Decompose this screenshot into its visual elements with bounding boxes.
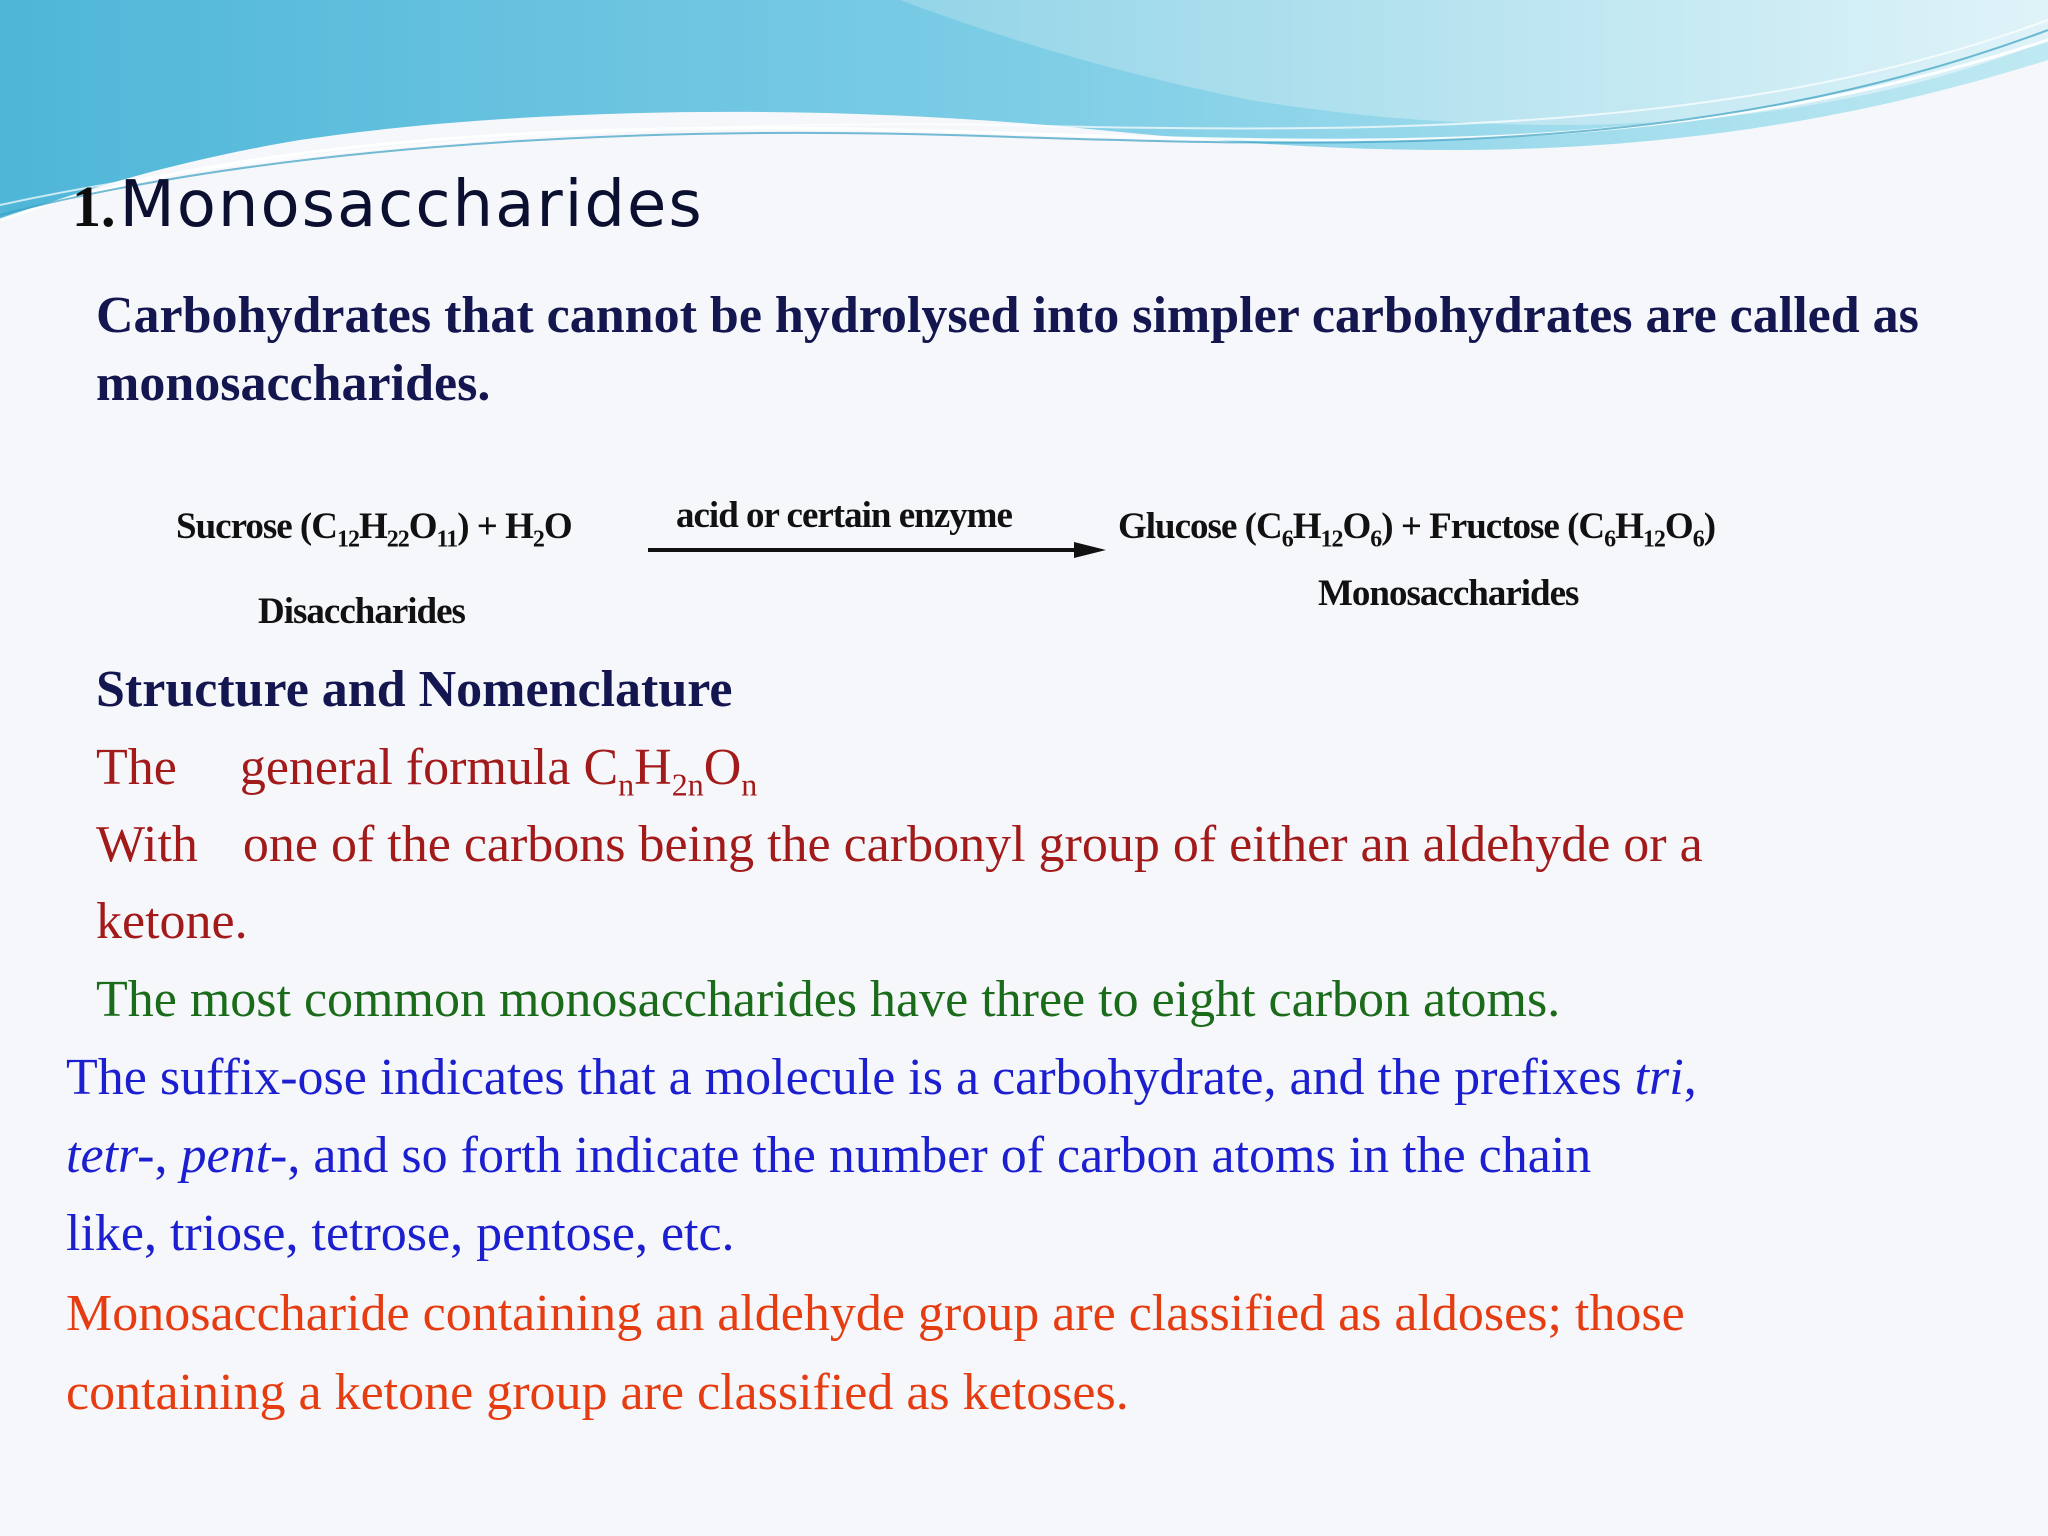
aldose-line-1: Monosaccharide containing an aldehyde group are classified as aldoses; those bbox=[66, 1285, 1685, 1342]
product1-name: Glucose bbox=[1118, 506, 1237, 547]
carbonyl-line-1: With one of the carbons being the carbonyl group of either an aldehyde or a bbox=[96, 816, 1703, 873]
reaction-reactants: Sucrose $(C_{12}H_{22}O_{11}) + H_2O$ bbox=[176, 506, 572, 553]
section-heading: Structure and Nomenclature bbox=[96, 661, 733, 718]
aldose-line-2: containing a ketone group are classified as ketoses. bbox=[66, 1364, 1129, 1421]
reaction-products: Glucose $(C_6H_{12}O_6)$ + Fructose $(C_6H_{12}O_6)$ bbox=[1118, 506, 1716, 553]
arrow-label: acid or certain enzyme bbox=[676, 495, 1012, 536]
formula-text: general formula C bbox=[239, 739, 619, 796]
suffix-line-3: like, triose, tetrose, pentose, etc. bbox=[66, 1205, 735, 1262]
suffix-line-2: tetr-, pent-, and so forth indicate the number of carbon atoms in the chain bbox=[66, 1127, 1592, 1184]
slide-title bbox=[72, 168, 704, 242]
product2-name: Fructose bbox=[1429, 506, 1559, 547]
common-monosaccharides-line: The most common monosaccharides have three to eight carbon atoms. bbox=[96, 971, 1561, 1028]
formula-line: The general formula $C_nH_{2n}O_n$ bbox=[96, 739, 758, 803]
product-class-label: Monosaccharides bbox=[1318, 573, 1579, 614]
title-number: 1. bbox=[72, 174, 116, 239]
reactant-class-label: Disaccharides bbox=[258, 591, 465, 632]
reaction-arrow bbox=[648, 540, 1106, 560]
carbonyl-line-2: ketone. bbox=[96, 893, 248, 950]
formula-prefix: The bbox=[96, 739, 177, 796]
suffix-line-1: The suffix-ose indicates that a molecule is a carbohydrate, and the prefixes tri, bbox=[66, 1049, 1697, 1106]
title-text: Monosaccharides bbox=[119, 168, 704, 242]
reactant-name: Sucrose bbox=[176, 506, 292, 547]
definition-text: Carbohydrates that cannot be hydrolysed into simpler carbohydrates are called as monosaccharides. bbox=[96, 287, 1919, 412]
